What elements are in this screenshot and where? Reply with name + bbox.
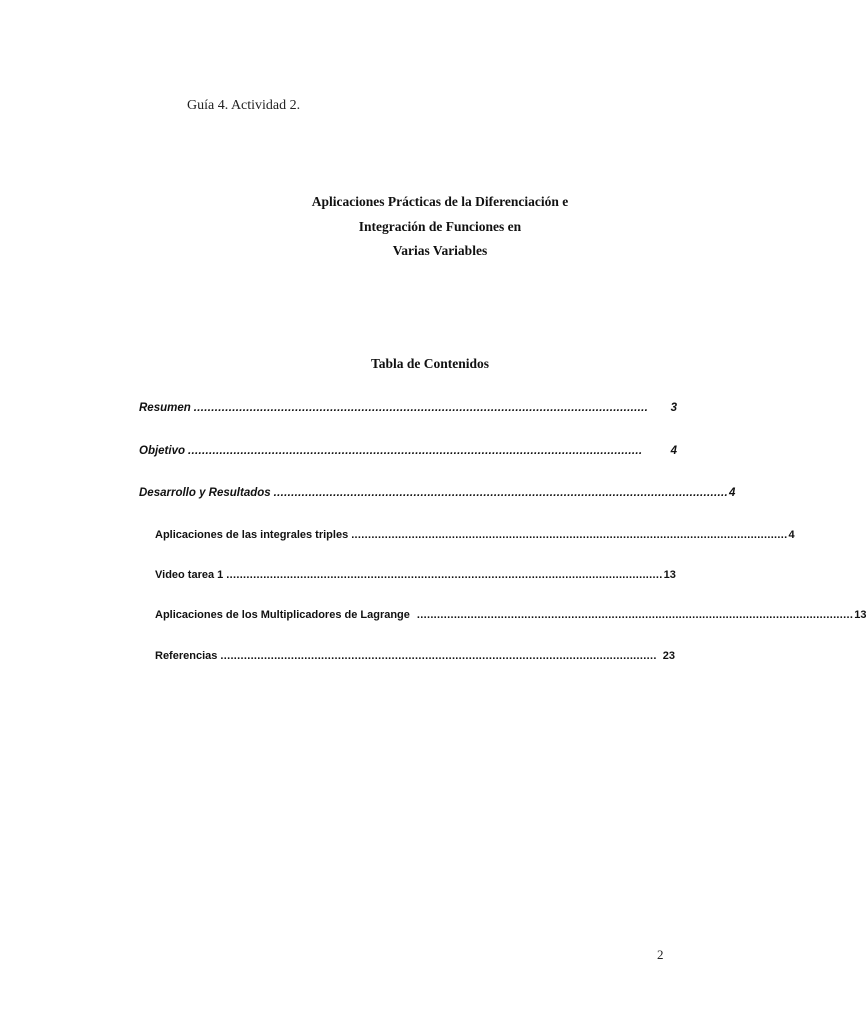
toc-entry-page: 13 bbox=[663, 569, 676, 581]
toc-dot-leader: .................................................................................................................................. bbox=[188, 445, 643, 457]
toc-entry-label: Desarrollo y Resultados bbox=[139, 487, 271, 499]
title-line: Varias Variables bbox=[392, 243, 488, 258]
title-line: Aplicaciones Prácticas de la Diferenciación e bbox=[311, 194, 569, 209]
toc-entry-label: Video tarea 1 bbox=[155, 569, 224, 581]
toc-entry-label: Aplicaciones de las integrales triples bbox=[155, 529, 349, 541]
toc-entry-objetivo[interactable] bbox=[139, 445, 677, 457]
toc-dot-leader: .................................................................................................................................. bbox=[416, 609, 854, 621]
toc-dot-leader: .................................................................................................................................. bbox=[351, 529, 788, 541]
toc-dot-leader: .................................................................................................................................. bbox=[220, 650, 657, 662]
page-number: 2 bbox=[657, 947, 664, 962]
toc-entry-page: 4 bbox=[670, 445, 677, 457]
title-line: Integración de Funciones en bbox=[358, 218, 522, 234]
toc-heading: Tabla de Contenidos bbox=[370, 356, 490, 371]
toc-dot-leader: .................................................................................................................................. bbox=[273, 487, 729, 499]
toc-entry-desarrollo[interactable] bbox=[139, 487, 736, 499]
toc-entry-label: Referencias bbox=[155, 650, 218, 662]
toc-dot-leader: .................................................................................................................................. bbox=[226, 569, 663, 581]
toc-entry-page: 3 bbox=[670, 402, 677, 414]
toc-entry-label: Aplicaciones de los Multiplicadores de Lagrange bbox=[155, 609, 410, 621]
header-note: Guía 4. Actividad 2. bbox=[187, 98, 301, 113]
toc-entry-referencias[interactable] bbox=[155, 650, 675, 662]
toc-entry-page: 4 bbox=[729, 487, 736, 499]
toc-dot-leader: .................................................................................................................................. bbox=[193, 402, 649, 414]
toc-entry-page: 23 bbox=[662, 650, 675, 662]
toc-entry-integrales-triples[interactable] bbox=[155, 529, 795, 541]
toc-entry-page: 4 bbox=[788, 529, 795, 541]
toc-entry-label: Resumen bbox=[139, 402, 191, 414]
toc-entry-lagrange[interactable] bbox=[155, 609, 866, 621]
toc-entry-video-tarea[interactable] bbox=[155, 569, 675, 581]
toc-entry-label: Objetivo bbox=[139, 445, 186, 457]
document-title bbox=[240, 190, 640, 264]
toc-entry-resumen[interactable] bbox=[139, 402, 677, 414]
toc-entry-page: 13 bbox=[854, 609, 866, 621]
